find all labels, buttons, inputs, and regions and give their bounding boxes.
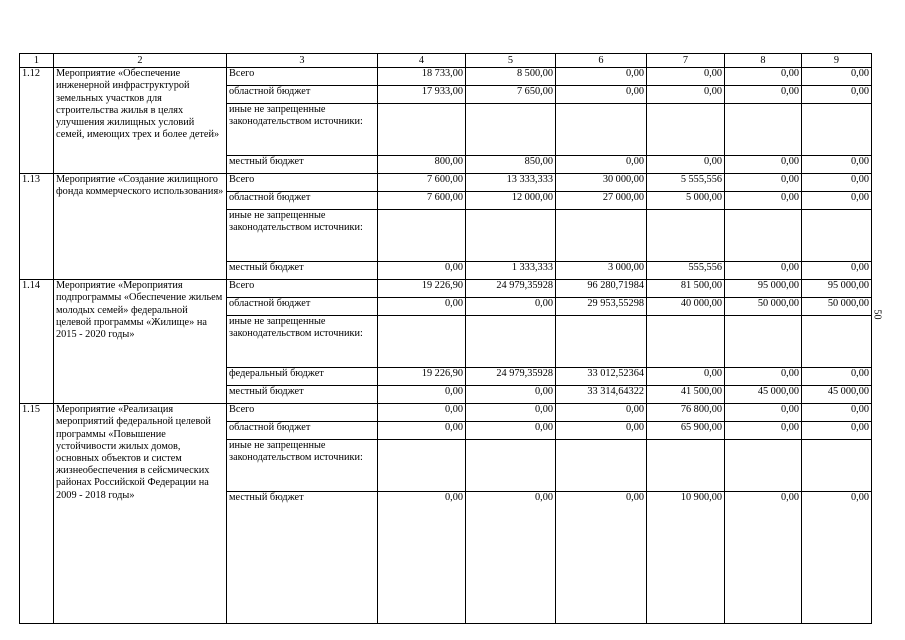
amount-cell: 7 650,00: [466, 86, 556, 104]
amount-cell: 81 500,00: [647, 280, 725, 298]
header-cell: 5: [466, 54, 556, 68]
amount-cell: 19 226,90: [378, 280, 466, 298]
amount-cell: 0,00: [466, 386, 556, 404]
amount-cell: 0,00: [556, 492, 647, 624]
funding-source: местный бюджет: [227, 262, 378, 280]
amount-cell: 0,00: [725, 492, 802, 624]
budget-table: [19, 53, 872, 624]
funding-source: иные не запрещенные законодательством источники:: [227, 316, 378, 368]
amount-cell: [556, 104, 647, 156]
amount-cell: 18 733,00: [378, 68, 466, 86]
header-cell: 6: [556, 54, 647, 68]
amount-cell: 0,00: [556, 86, 647, 104]
header-cell: 9: [802, 54, 872, 68]
funding-source: Всего: [227, 280, 378, 298]
amount-cell: [647, 316, 725, 368]
amount-cell: 33 012,52364: [556, 368, 647, 386]
funding-source: местный бюджет: [227, 386, 378, 404]
amount-cell: 0,00: [647, 368, 725, 386]
amount-cell: 0,00: [802, 262, 872, 280]
amount-cell: 95 000,00: [725, 280, 802, 298]
funding-source: местный бюджет: [227, 492, 378, 624]
amount-cell: [802, 104, 872, 156]
amount-cell: 24 979,35928: [466, 368, 556, 386]
event-name: Мероприятие «Создание жилищного фонда коммерческого использования»: [54, 174, 227, 280]
amount-cell: 96 280,71984: [556, 280, 647, 298]
amount-cell: 50 000,00: [725, 298, 802, 316]
amount-cell: 0,00: [802, 86, 872, 104]
amount-cell: [378, 104, 466, 156]
amount-cell: 95 000,00: [802, 280, 872, 298]
amount-cell: 5 555,556: [647, 174, 725, 192]
amount-cell: 0,00: [802, 368, 872, 386]
amount-cell: 0,00: [647, 68, 725, 86]
row-number: 1.14: [20, 280, 54, 404]
amount-cell: 5 000,00: [647, 192, 725, 210]
funding-source: местный бюджет: [227, 156, 378, 174]
table-row: [20, 280, 872, 298]
amount-cell: 41 500,00: [647, 386, 725, 404]
header-cell: 7: [647, 54, 725, 68]
amount-cell: [466, 210, 556, 262]
amount-cell: 17 933,00: [378, 86, 466, 104]
amount-cell: [466, 104, 556, 156]
amount-cell: 27 000,00: [556, 192, 647, 210]
amount-cell: 7 600,00: [378, 174, 466, 192]
amount-cell: 45 000,00: [802, 386, 872, 404]
amount-cell: [556, 210, 647, 262]
row-number: 1.12: [20, 68, 54, 174]
amount-cell: 0,00: [556, 422, 647, 440]
table-row: [20, 404, 872, 422]
funding-source: Всего: [227, 68, 378, 86]
amount-cell: [647, 440, 725, 492]
amount-cell: 0,00: [802, 156, 872, 174]
amount-cell: 0,00: [802, 404, 872, 422]
amount-cell: [378, 440, 466, 492]
amount-cell: 555,556: [647, 262, 725, 280]
header-cell: 4: [378, 54, 466, 68]
amount-cell: [802, 440, 872, 492]
amount-cell: [802, 210, 872, 262]
amount-cell: 0,00: [802, 192, 872, 210]
amount-cell: 0,00: [378, 386, 466, 404]
amount-cell: 13 333,333: [466, 174, 556, 192]
amount-cell: 10 900,00: [647, 492, 725, 624]
amount-cell: [556, 316, 647, 368]
amount-cell: [647, 210, 725, 262]
amount-cell: 33 314,64322: [556, 386, 647, 404]
amount-cell: 0,00: [725, 156, 802, 174]
amount-cell: [725, 316, 802, 368]
header-cell: 2: [54, 54, 227, 68]
amount-cell: [647, 104, 725, 156]
amount-cell: 0,00: [378, 422, 466, 440]
amount-cell: [556, 440, 647, 492]
amount-cell: 0,00: [378, 492, 466, 624]
amount-cell: 0,00: [378, 298, 466, 316]
amount-cell: 7 600,00: [378, 192, 466, 210]
funding-source: иные не запрещенные законодательством источники:: [227, 104, 378, 156]
row-number: 1.13: [20, 174, 54, 280]
table-row: [20, 174, 872, 192]
funding-source: областной бюджет: [227, 192, 378, 210]
amount-cell: 0,00: [466, 492, 556, 624]
amount-cell: [725, 104, 802, 156]
amount-cell: 0,00: [725, 86, 802, 104]
funding-source: федеральный бюджет: [227, 368, 378, 386]
amount-cell: [725, 440, 802, 492]
funding-source: областной бюджет: [227, 86, 378, 104]
header-row: [20, 54, 872, 68]
amount-cell: 0,00: [725, 174, 802, 192]
amount-cell: 0,00: [725, 404, 802, 422]
amount-cell: 0,00: [725, 68, 802, 86]
amount-cell: 0,00: [802, 492, 872, 624]
event-name: Мероприятие «Реализация мероприятий федеральной целевой программы «Повышение устойчивости жилых домов, основных объектов и систем жизнеобеспечения в сейсмических районах Российской Федерации на 2009 - 2018 годы»: [54, 404, 227, 624]
amount-cell: 76 800,00: [647, 404, 725, 422]
funding-source: областной бюджет: [227, 422, 378, 440]
amount-cell: [725, 210, 802, 262]
amount-cell: 0,00: [466, 298, 556, 316]
funding-source: областной бюджет: [227, 298, 378, 316]
amount-cell: 3 000,00: [556, 262, 647, 280]
amount-cell: 0,00: [378, 404, 466, 422]
amount-cell: 50 000,00: [802, 298, 872, 316]
amount-cell: 1 333,333: [466, 262, 556, 280]
amount-cell: 850,00: [466, 156, 556, 174]
amount-cell: 0,00: [378, 262, 466, 280]
amount-cell: [802, 316, 872, 368]
amount-cell: 0,00: [725, 422, 802, 440]
event-name: Мероприятие «Мероприятия подпрограммы «Обеспечение жильем молодых семей» федеральной целевой программы «Жилище» на 2015 - 2020 годы»: [54, 280, 227, 404]
header-cell: 8: [725, 54, 802, 68]
funding-source: иные не запрещенные законодательством источники:: [227, 210, 378, 262]
amount-cell: 30 000,00: [556, 174, 647, 192]
amount-cell: 19 226,90: [378, 368, 466, 386]
amount-cell: 0,00: [725, 192, 802, 210]
amount-cell: [466, 440, 556, 492]
amount-cell: 24 979,35928: [466, 280, 556, 298]
amount-cell: 0,00: [647, 156, 725, 174]
amount-cell: [466, 316, 556, 368]
amount-cell: 0,00: [647, 86, 725, 104]
funding-source: Всего: [227, 404, 378, 422]
amount-cell: 0,00: [802, 174, 872, 192]
amount-cell: 0,00: [802, 68, 872, 86]
amount-cell: 0,00: [556, 156, 647, 174]
funding-source: иные не запрещенные законодательством источники:: [227, 440, 378, 492]
row-number: 1.15: [20, 404, 54, 624]
amount-cell: 0,00: [556, 68, 647, 86]
amount-cell: 45 000,00: [725, 386, 802, 404]
amount-cell: [378, 316, 466, 368]
amount-cell: 0,00: [556, 404, 647, 422]
header-cell: 1: [20, 54, 54, 68]
amount-cell: 65 900,00: [647, 422, 725, 440]
amount-cell: 40 000,00: [647, 298, 725, 316]
amount-cell: 0,00: [802, 422, 872, 440]
amount-cell: 8 500,00: [466, 68, 556, 86]
funding-source: Всего: [227, 174, 378, 192]
amount-cell: 0,00: [466, 404, 556, 422]
amount-cell: 29 953,55298: [556, 298, 647, 316]
amount-cell: [378, 210, 466, 262]
header-cell: 3: [227, 54, 378, 68]
amount-cell: 12 000,00: [466, 192, 556, 210]
event-name: Мероприятие «Обеспечение инженерной инфраструктурой земельных участков для строительства жилья в целях улучшения жилищных условий семей, имеющих трех и более детей»: [54, 68, 227, 174]
page-number: 50: [871, 309, 883, 320]
amount-cell: 800,00: [378, 156, 466, 174]
table-row: [20, 68, 872, 86]
amount-cell: 0,00: [466, 422, 556, 440]
amount-cell: 0,00: [725, 262, 802, 280]
amount-cell: 0,00: [725, 368, 802, 386]
